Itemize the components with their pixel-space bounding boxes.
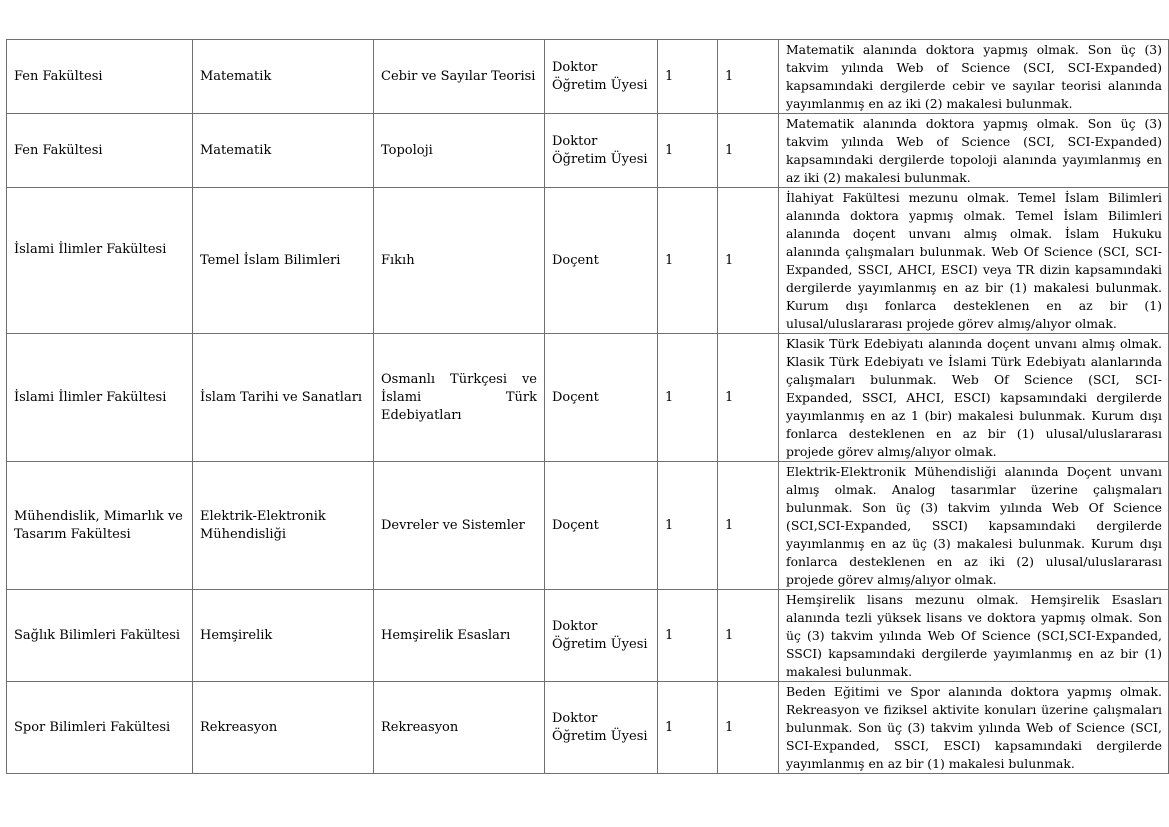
- degree-cell: 1: [718, 334, 779, 462]
- requirements-cell: Elektrik-Elektronik Mühendisliği alanında Doçent unvanı almış olmak. Analog tasarımlar üzerine çalışmaları bulunmak. Son üç (3) takvim yılında Web Of Science (SCI,SCI-Expanded, SSCI) kapsamındaki dergilerde yayımlanmış en az üç (3) makalesi bulunmak. Kurum dışı fonlarca desteklenen en az iki (2) ulusal/uluslararası projede görev almış/alıyor olmak.: [779, 462, 1169, 590]
- table-row: [7, 682, 1169, 774]
- title-cell: Doçent: [545, 334, 658, 462]
- staff-count-cell: 1: [658, 682, 718, 774]
- faculty-postings-table: [6, 39, 1169, 774]
- requirements-cell: İlahiyat Fakültesi mezunu olmak. Temel İslam Bilimleri alanında doktora yapmış olmak. Temel İslam Bilimleri alanında doçent unvanı almış olmak. İslam Hukuku alanında çalışmaları bulunmak. Web Of Science (SCI, SCI-Expanded, SSCI, AHCI, ESCI) veya TR dizin kapsamındaki dergilerde yayımlanmış en az bir (1) makalesi bulunmak. Kurum dışı fonlarca desteklenen en az bir (1) ulusal/uluslararası projede görev almış/alıyor olmak.: [779, 188, 1169, 334]
- title-cell: Doçent: [545, 188, 658, 334]
- faculty-cell: Sağlık Bilimleri Fakültesi: [7, 590, 193, 682]
- department-cell: İslam Tarihi ve Sanatları: [193, 334, 374, 462]
- staff-count-cell: 1: [658, 40, 718, 114]
- department-cell: Temel İslam Bilimleri: [193, 188, 374, 334]
- degree-cell: 1: [718, 114, 779, 188]
- table-row: [7, 114, 1169, 188]
- department-cell: Matematik: [193, 114, 374, 188]
- staff-count-cell: 1: [658, 114, 718, 188]
- staff-count-cell: 1: [658, 334, 718, 462]
- degree-cell: 1: [718, 188, 779, 334]
- department-cell: Matematik: [193, 40, 374, 114]
- degree-cell: 1: [718, 40, 779, 114]
- table-row: [7, 462, 1169, 590]
- title-cell: Doktor Öğretim Üyesi: [545, 40, 658, 114]
- degree-cell: 1: [718, 590, 779, 682]
- requirements-cell: Matematik alanında doktora yapmış olmak. Son üç (3) takvim yılında Web of Science (SCI, SCI-Expanded) kapsamındaki dergilerde topoloji alanında yayımlanmış en az iki (2) makalesi bulunmak.: [779, 114, 1169, 188]
- faculty-cell: Fen Fakültesi: [7, 114, 193, 188]
- requirements-cell: Hemşirelik lisans mezunu olmak. Hemşirelik Esasları alanında tezli yüksek lisans ve doktora yapmış olmak. Son üç (3) takvim yılında Web Of Science (SCI,SCI-Expanded, SSCI) kapsamındaki dergilerde yayımlanmış en az bir (1) makalesi bulunmak.: [779, 590, 1169, 682]
- staff-count-cell: 1: [658, 590, 718, 682]
- table-row: [7, 590, 1169, 682]
- table-row: [7, 188, 1169, 334]
- table-row: [7, 334, 1169, 462]
- faculty-cell: Spor Bilimleri Fakültesi: [7, 682, 193, 774]
- specialty-cell: Rekreasyon: [374, 682, 545, 774]
- title-cell: Doktor Öğretim Üyesi: [545, 682, 658, 774]
- department-cell: Rekreasyon: [193, 682, 374, 774]
- degree-cell: 1: [718, 682, 779, 774]
- requirements-cell: Matematik alanında doktora yapmış olmak. Son üç (3) takvim yılında Web of Science (SCI, SCI-Expanded) kapsamındaki dergilerde cebir ve sayılar teorisi alanında yayımlanmış en az iki (2) makalesi bulunmak.: [779, 40, 1169, 114]
- table-row: [7, 40, 1169, 114]
- staff-count-cell: 1: [658, 188, 718, 334]
- requirements-cell: Beden Eğitimi ve Spor alanında doktora yapmış olmak. Rekreasyon ve fiziksel aktivite konuları üzerine çalışmaları bulunmak. Son üç (3) takvim yılında Web of Science (SCI, SCI-Expanded, SSCI, ESCI) kapsamındaki dergilerde yayımlanmış en az bir (1) makalesi bulunmak.: [779, 682, 1169, 774]
- department-cell: Elektrik-Elektronik Mühendisliği: [193, 462, 374, 590]
- faculty-cell: Mühendislik, Mimarlık ve Tasarım Fakültesi: [7, 462, 193, 590]
- faculty-cell: İslami İlimler Fakültesi: [7, 188, 193, 334]
- title-cell: Doktor Öğretim Üyesi: [545, 590, 658, 682]
- specialty-cell: Devreler ve Sistemler: [374, 462, 545, 590]
- specialty-cell: Hemşirelik Esasları: [374, 590, 545, 682]
- title-cell: Doçent: [545, 462, 658, 590]
- faculty-cell: İslami İlimler Fakültesi: [7, 334, 193, 462]
- department-cell: Hemşirelik: [193, 590, 374, 682]
- faculty-cell: Fen Fakültesi: [7, 40, 193, 114]
- specialty-cell: Topoloji: [374, 114, 545, 188]
- title-cell: Doktor Öğretim Üyesi: [545, 114, 658, 188]
- specialty-cell: Osmanlı Türkçesi ve İslami Türk Edebiyatları: [374, 334, 545, 462]
- specialty-cell: Fıkıh: [374, 188, 545, 334]
- requirements-cell: Klasik Türk Edebiyatı alanında doçent unvanı almış olmak. Klasik Türk Edebiyatı ve İslami Türk Edebiyatı alanlarında çalışmaları bulunmak. Web Of Science (SCI, SCI- Expanded, SSCI, AHCI, ESCI) kapsamındaki dergilerde yayımlanmış en az 1 (bir) makalesi bulunmak. Kurum dışı fonlarca desteklenen en az bir (1) ulusal/uluslararası projede görev almış/alıyor olmak.: [779, 334, 1169, 462]
- degree-cell: 1: [718, 462, 779, 590]
- specialty-cell: Cebir ve Sayılar Teorisi: [374, 40, 545, 114]
- staff-count-cell: 1: [658, 462, 718, 590]
